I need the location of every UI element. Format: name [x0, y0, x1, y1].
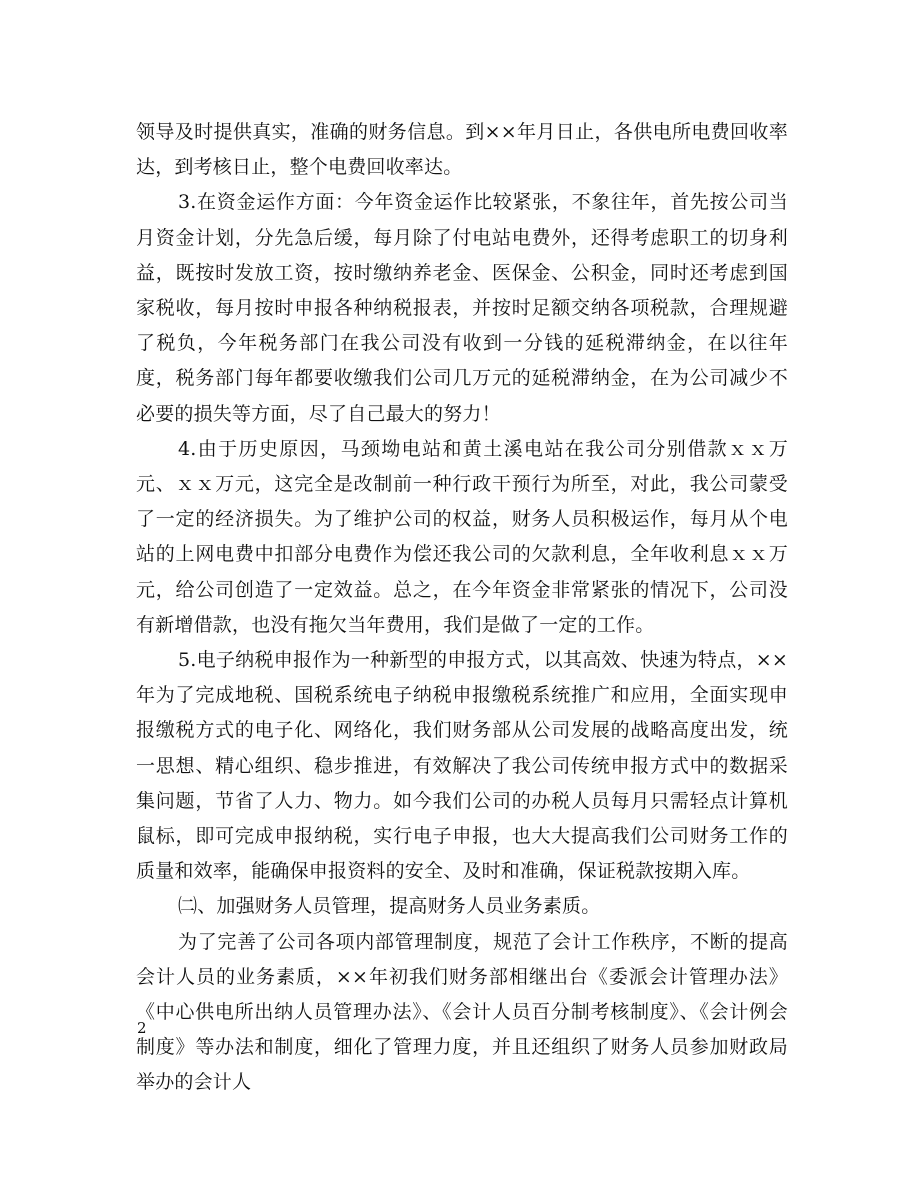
section-heading-staff-management: ㈡、加强财务人员管理，提高财务人员业务素质。	[178, 895, 601, 918]
paragraph-continuation: 领导及时提供真实，准确的财务信息。到××年月日止，各供电所电费回收率达，到考核日止，整个电费回收率达。	[136, 121, 788, 179]
paragraph-management-system: 为了完善了公司各项内部管理制度，规范了会计工作秩序，不断的提高会计人员的业务素质，××年初我们财务部相继出台《委派会计管理办法》《中心供电所出纳人员管理办法》、《会计人员百分制考核制度》、《会计例会制度》等办法和制度，细化了管理力度，并且还组织了财务人员参加财政局举办的会计人	[136, 930, 788, 1094]
document-body	[136, 115, 788, 1101]
paragraph-item-4-historical-loans: 4.由于历史原因，马颈坳电站和黄土溪电站在我公司分别借款ｘｘ万元、ｘｘ万元，这完全是改制前一种行政干预行为所至，对此，我公司蒙受了一定的经济损失。为了维护公司的权益，财务人员积极运作，每月从个电站的上网电费中扣部分电费作为偿还我公司的欠款利息，全年收利息ｘｘ万元，给公司创造了一定效益。总之，在今年资金非常紧张的情况下，公司没有新增借款，也没有拖欠当年费用，我们是做了一定的工作。	[136, 437, 788, 636]
page-number: 2	[137, 1019, 147, 1037]
paragraph-item-5-electronic-tax: 5.电子纳税申报作为一种新型的申报方式，以其高效、快速为特点，××年为了完成地税、国税系统电子纳税申报缴税系统推广和应用，全面实现申报缴税方式的电子化、网络化，我们财务部从公司发展的战略高度出发，统一思想、精心组织、稳步推进，有效解决了我公司传统申报方式中的数据采集问题，节省了人力、物力。如今我们公司的办税人员每月只需轻点计算机鼠标，即可完成申报纳税，实行电子申报，也大大提高我们公司财务工作的质量和效率，能确保申报资料的安全、及时和准确，保证税款按期入库。	[136, 649, 788, 883]
paragraph-item-3-fund-operation: 3.在资金运作方面：今年资金运作比较紧张，不象往年，首先按公司当月资金计划，分先急后缓，每月除了付电站电费外，还得考虑职工的切身利益，既按时发放工资，按时缴纳养老金、医保金、公积金，同时还考虑到国家税收，每月按时申报各种纳税报表，并按时足额交纳各项税款，合理规避了税负，今年税务部门在我公司没有收到一分钱的延税滞纳金，在以往年度，税务部门每年都要收缴我们公司几万元的延税滞纳金，在为公司减少不必要的损失等方面，尽了自己最大的努力！	[136, 191, 788, 425]
